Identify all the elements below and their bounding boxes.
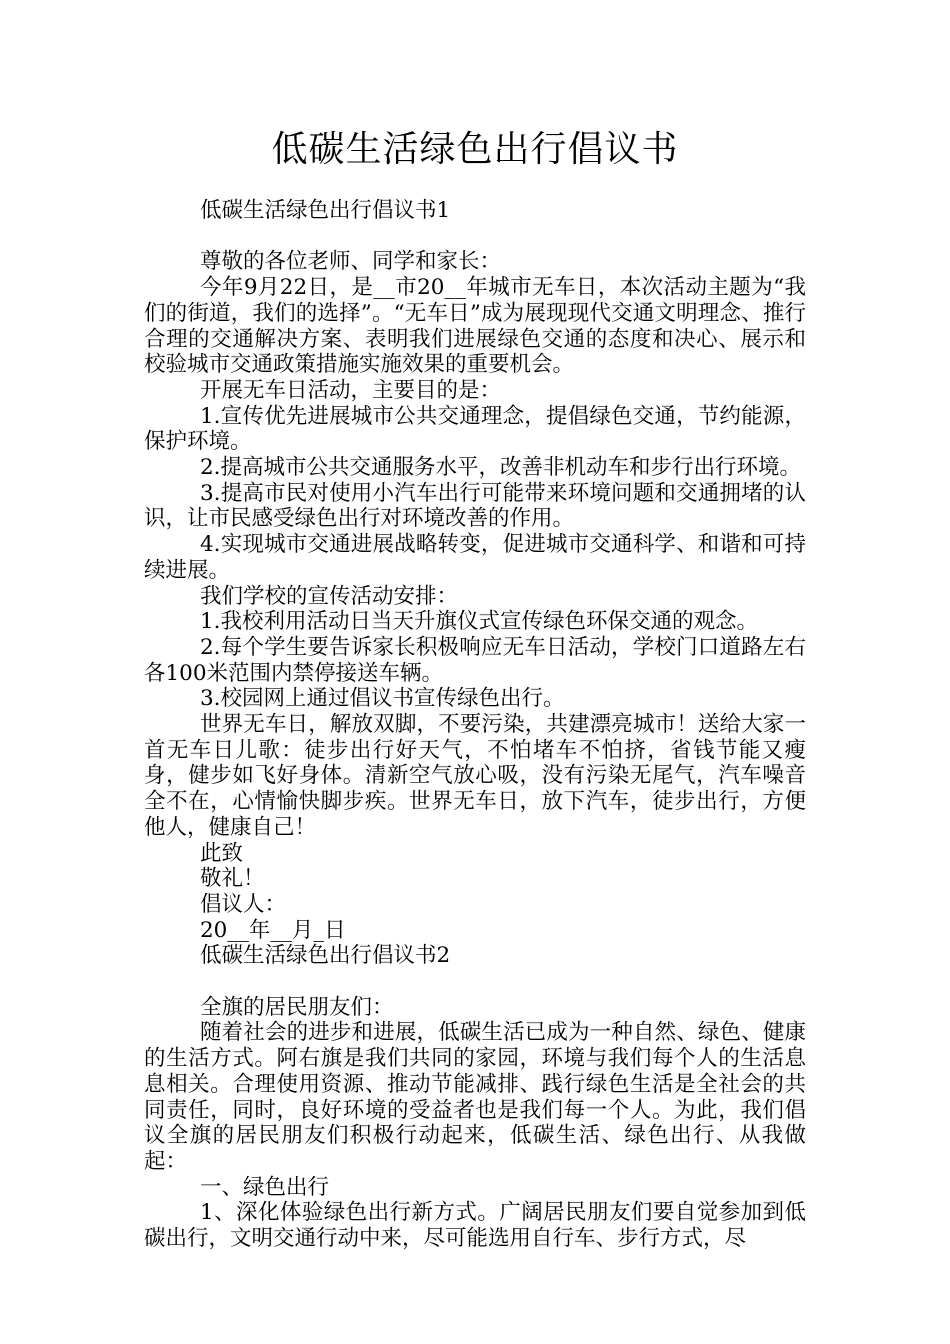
paragraph: 一、绿色出行	[200, 1174, 330, 1200]
document-body	[144, 198, 806, 1252]
paragraph: 敬礼！	[200, 866, 265, 892]
paragraph: 1.我校利用活动日当天升旗仪式宣传绿色环保交通的观念。	[200, 609, 759, 635]
paragraph: 世界无车日，解放双脚，不要污染，共建漂亮城市！送给大家一首无车日儿歌：徒步出行好天气，不怕堵车不怕挤，省钱节能又瘦身，健步如飞好身体。清新空气放心吸，没有污染无尾气，汽车噪音全不在，心情愉快脚步疾。世界无车日，放下汽车，徒步出行，方便他人，健康自己！	[144, 712, 806, 840]
paragraph: 开展无车日活动，主要目的是：	[200, 377, 502, 403]
paragraph: 我们学校的宣传活动安排：	[200, 583, 459, 609]
blank-line	[144, 224, 806, 250]
paragraph: 低碳生活绿色出行倡议书1	[200, 198, 451, 223]
paragraph: 2.每个学生要告诉家长积极响应无车日活动，学校门口道路左右各100米范围内禁停接送车辆。	[144, 634, 806, 686]
paragraph: 今年9月22日，是__市20__年城市无车日，本次活动主题为“我们的街道，我们的选择”。“无车日”成为展现现代交通文明理念、推行合理的交通解决方案、表明我们进展绿色交通的态度和决心、展示和校验城市交通政策措施实施效果的重要机会。	[144, 275, 806, 378]
paragraph: 1、深化体验绿色出行新方式。广阔居民朋友们要自觉参加到低碳出行，文明交通行动中来，尽可能选用自行车、步行方式，尽	[144, 1200, 806, 1252]
paragraph: 低碳生活绿色出行倡议书2	[200, 943, 451, 969]
paragraph: 20__年__月_日	[200, 917, 346, 943]
paragraph: 3.校园网上通过倡议书宣传绿色出行。	[200, 686, 565, 712]
paragraph: 3.提高市民对使用小汽车出行可能带来环境问题和交通拥堵的认识，让市民感受绿色出行对环境改善的作用。	[144, 480, 806, 532]
paragraph: 倡议人：	[200, 891, 287, 917]
paragraph: 尊敬的各位老师、同学和家长：	[200, 249, 502, 275]
blank-line	[144, 969, 806, 995]
paragraph: 随着社会的进步和进展，低碳生活已成为一种自然、绿色、健康的生活方式。阿右旗是我们共同的家园，环境与我们每个人的生活息息相关。合理使用资源、推动节能减排、践行绿色生活是全社会的共同责任，同时，良好环境的受益者也是我们每一个人。为此，我们倡议全旗的居民朋友们积极行动起来，低碳生活、绿色出行、从我做起：	[144, 1020, 806, 1174]
paragraph: 此致	[200, 840, 244, 866]
document-title: 低碳生活绿色出行倡议书	[271, 129, 679, 170]
paragraph: 全旗的居民朋友们：	[200, 994, 394, 1020]
paragraph: 4.实现城市交通进展战略转变，促进城市交通科学、和谐和可持续进展。	[144, 532, 806, 583]
paragraph: 2.提高城市公共交通服务水平，改善非机动车和步行出行环境。	[200, 455, 802, 481]
paragraph: 1.宣传优先进展城市公共交通理念，提倡绿色交通，节约能源，保护环境。	[144, 403, 806, 455]
